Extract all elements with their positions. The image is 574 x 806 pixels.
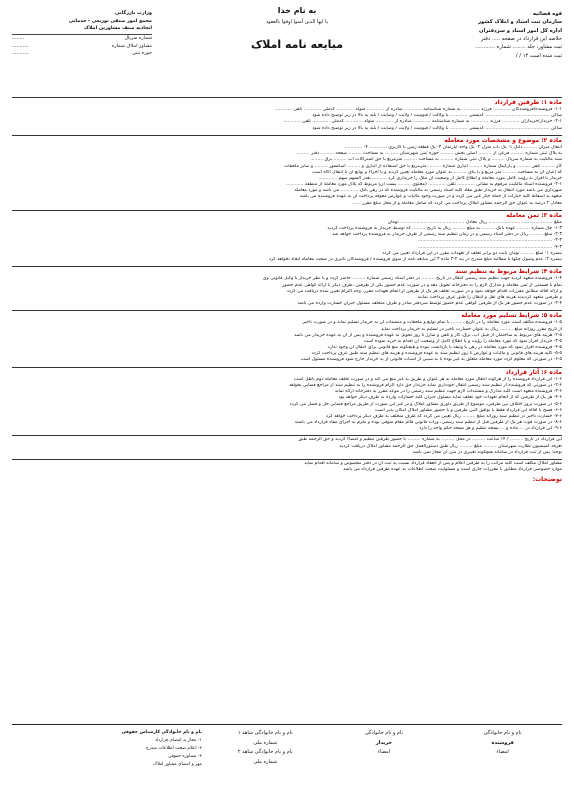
contract-line[interactable]: ۲-۶- در صورتی که فروشنده از تنظیم سند رسمی انتقال خودداری نماید خریدار حق دارد الزام فروشنده را به تنظیم سند از مراجع قضایی بخواهد — [288, 382, 562, 388]
summary-page-line: خلاصه این قرارداد در صفحه ..... دفتر — [480, 35, 562, 42]
contract-line[interactable]: ۲-۱- خریدار/خریداران ............ فرزند ............ به شماره شناسنامه ............ صادره از ............ متولد ............ کدملی ............ تلفن ............ — [283, 119, 562, 125]
notes-label: توضیحات: — [532, 476, 562, 484]
contract-line[interactable]: از تاریخ مقرر روزانه مبلغ ......... ریال به عنوان خسارت تأخیر در تسلیم به خریدار پرداخت نماید — [380, 326, 562, 332]
contract-line[interactable]: تبصره ۱: مبلغ ......... تومان بابت دو برابر تخلف از تعهدات مقرر در این قرارداد تعیین می گردد — [382, 250, 562, 256]
contract-line[interactable]: خریدار با اقرار به رؤیت کامل مورد معامله و اطلاع کامل از وضعیت آن ملک را خریداری کرد .......... بقدر السهم سهم ............. — [318, 175, 562, 181]
union-label: اتحادیه صنف مشاورین املاک — [84, 26, 152, 32]
contract-line[interactable]: تمام یا قسمتی از ثمن معامله و مدارک لازم را به دفترخانه تحویل دهد و در صورت عدم حضور یکی از طرفین، طرف دیگر با ارائه گواهی عدم حضور — [281, 282, 562, 288]
verse: یا ایها الذین آمنوا اوفوا بالعقود — [265, 18, 329, 25]
contract-line[interactable]: ۹-۶- این قرارداد در ... ماده و ... نسخه تنظیم و هر نسخه حکم واحد را دارد — [419, 426, 562, 432]
contract-line[interactable]: توجه: پس از ثبت قرارداد در سامانه هیچگونه تغییری در متن آن مجاز نمی باشد — [412, 449, 562, 455]
contract-line[interactable]: ۱-۴- فروشنده متعهد گردید جهت تنظیم سند رسمی انتقال در تاریخ ......... در دفتر اسناد رسمی شماره ......... حاضر گردد و با نظر خریدار یا وکیل قانونی وی — [262, 276, 562, 282]
buyer-signature[interactable]: نام و نام خانوادگی خریدار امضاء — [364, 730, 403, 755]
section-6 — [12, 367, 562, 433]
contract-line[interactable]: مشاور املاک مکلف است کلیه مراتب را به طرفین اعلام و پس از انعقاد قرارداد نسبت به ثبت آن در دفتر مخصوص و سامانه اقدام نماید — [304, 461, 562, 466]
seller-signature[interactable]: نام و نام خانوادگی فروشنده امضاء — [483, 730, 522, 755]
contract-line[interactable]: ۱-۵- فروشنده مکلف است مورد معامله را در تاریخ ......... با تمام توابع و ملحقات و منضمات آن به خریدار تسلیم نماید و در صورت تأخیر — [302, 320, 562, 326]
signatures-area — [12, 724, 562, 796]
agency-number-field[interactable]: مشاور املاک شماره ........... — [12, 43, 152, 49]
contract-line[interactable]: ساکن ............................................ کدپستی ............ با وکالت / قیومیت / ولایت / وصایت / بلند به بالا در زیر توضیح داده شود — [312, 113, 562, 119]
contract-line[interactable]: ۸-۶- در صورت فوت هر یک از طرفین قبل از تنظیم سند رسمی، وراث قانونی قائم مقام متوفی بوده و ملزم به اجرای مفاد قرارداد می باشند — [294, 420, 562, 426]
contract-line[interactable]: ۵-۶- در صورت بروز اختلاف بین طرفین، موضوع از طریق داوری مشاور املاک و در غیر این صورت از طریق مراجع قضایی حل و فصل می گردد — [289, 401, 562, 407]
contract-line[interactable]: ۲-۳- مبلغ ......... ریال در دفتر اسناد رسمی و در زمان تنظیم سند رسمی از طرف خریدار به فروشنده پرداخت خواهد شد — [332, 232, 562, 238]
legal-expert-signature[interactable]: نام و نام خانوادگی کارشناس حقوقی ۱- مجاز به امضای قرارداد ۲- اعلام صحت اطلاعات مندرج ۳- مشاوره حقوقی مهر و امضای مشاور املاک — [121, 730, 202, 767]
contract-line[interactable]: ۷-۶- خسارت تأخیر در تنظیم سند روزانه مبلغ ......... ریال تعیین می گردد که طرف متخلف به طرف دیگر پرداخت خواهد کرد — [325, 413, 562, 419]
registration-org-label: سازمان ثبت اسناد و املاک کشور — [478, 19, 562, 26]
contract-line[interactable]: و طرفین متعهد گردیدند هزینه های نقل و انتقال را طبق عرف پرداخت نمایند — [417, 294, 562, 300]
guild-assembly-label: مجمع امور صنفی توزیعی - خدماتی — [68, 18, 152, 24]
section-4 — [12, 266, 562, 307]
section-title: ماده ۱: طرفین قرارداد — [12, 97, 562, 107]
contract-line[interactable]: ۴-۳- ............................................................................................ — [417, 244, 562, 250]
judiciary-label: قوه قضائیه — [532, 11, 562, 17]
contract-line[interactable]: ۲-۵- هزینه های مربوط به ساختمان از قبیل آب، برق، گاز و تلفن و شارژ تا روز تحویل به عهده فروشنده و پس از آن به عهده خریدار می باشد — [294, 332, 562, 338]
contract-body — [12, 97, 562, 484]
witness-signatures[interactable]: نام و نام خانوادگی شاهد ۱ شماره ملی نام و نام خانوادگی شاهد ۲ شماره ملی — [237, 730, 293, 765]
section-2 — [12, 135, 562, 207]
contract-line[interactable]: ۱-۶- این قرارداد فروشنده را از هرگونه انتقال مورد معامله به هر عنوان و طریق به غیر منع می کند و در صورت تخلف معامله دوم باطل است — [293, 376, 562, 382]
contract-line[interactable]: شهرداری می باشد مورد انتقال به خریدار طبق مفاد کلیه اسناد رسمی به مالکیت فروشنده که در رهن بانک ............ می باشد و مورد معامله — [294, 188, 562, 194]
serial-number-field[interactable]: شماره سریال ........ — [12, 36, 152, 42]
contract-line[interactable]: ۱-۳- چک شماره ......... عهده بانک ......... به مبلغ ......... ریال به تاریخ ......... که توسط خریدار به فروشنده پرداخت گردید — [327, 226, 562, 232]
contract-line[interactable]: ۲-۴- در صورت عدم حضور هر یک از طرفین گواهی عدم حضور توسط سردفتر صادر و طرف متخلف مسئول جبران خسارت وارده می باشد — [297, 301, 562, 307]
contract-line[interactable]: ۱-۱- فروشنده/فروشندگان ............ فرزند ............ به شماره شناسنامه ............ صادره از ............ متولد ............ کدملی ............ تلفن ............ — [274, 107, 562, 113]
contract-line[interactable]: ساکن ............................................ کدپستی ............ با وکالت / قیومیت / ولایت / وصایت / بلند به بالا در زیر توضیح داده شود — [312, 125, 562, 131]
contract-line[interactable]: گاز ......... تلفن ......... و پارکینگ شماره ......... انباری شماره ......... مترمربع با حق استفاده از انباری و ......... آسانسور ......... و سایر ملحقات — [283, 163, 562, 169]
section-title: ماده ۳: ثمن معامله — [12, 210, 562, 220]
section-title: ماده ۴: شرایط مربوط به تنظیم سند — [12, 266, 562, 276]
contract-line[interactable]: انتقال میزان ......... دانگ ۱- یک باب منزل ۲- یک واحد آپارتمان ۳- یک قطعه زمین با کاربری ............ ۴- ............ — [344, 144, 562, 150]
contract-line[interactable]: ۵-۵- کلیه هزینه های قانونی و مالیات و عوارض تا روز تنظیم سند به عهده فروشنده و هزینه های تنظیم سند طبق عرف پرداخت گردد — [311, 351, 562, 357]
section-title: ماده ۲: موضوع و مشخصات مورد معامله — [12, 135, 562, 145]
contract-line[interactable]: تعرفه کمیسیون نظارت شهرستان ......... مبلغ ......... ریال طبق دستورالعمل حق الزحمه مشاور املاک دریافت گردید — [339, 443, 562, 449]
registry-zone-field[interactable]: حوزه ثبتی ........... — [12, 51, 152, 57]
section-7 — [12, 435, 562, 456]
contract-line[interactable]: ۶-۶- فسخ یا اقاله این قرارداد فقط با توافق کتبی طرفین و با حضور مشاور املاک امکان پذیر است — [375, 407, 562, 413]
contract-line[interactable]: ۶-۵- در صورتی که معلوم گردد مورد معامله متعلق به غیر بوده یا به سببی از اسباب قانونی از ید خریدار خارج شود فروشنده مسئول است — [300, 357, 562, 363]
contract-line[interactable]: ۳-۶- فروشنده متعهد است کلیه مدارک و مستندات لازم جهت تنظیم سند رسمی را در موعد مقرر به دفترخانه ارائه نماید — [334, 389, 562, 395]
section-5 — [12, 310, 562, 363]
header — [12, 6, 562, 94]
section-title: ماده ۶: آثار قرارداد — [12, 367, 562, 377]
contract-line[interactable]: ۳-۳- ............................................................................................ — [417, 238, 562, 244]
contract-line[interactable]: سند مالکیت به شماره سریال ......... و پلاک ثبتی شماره ......... به مساحت ......... مترمربع با حق اشتراکات آب ......... برق ......... — [310, 157, 562, 163]
contract-line[interactable]: این قرارداد در تاریخ ......... / ۱۴ ساعت ......... در محل ......... به شماره ......... با حضور طرفین تنظیم و امضاء گردید و حق الزحمه طبق — [298, 437, 562, 443]
contract-line[interactable]: به پلاک ثبتی شماره ......... فرعی از ......... اصلی بخش ......... حوزه ثبتی شهرستان ......... به مساحت ......... صفحه ......... دفتر ......... — [296, 151, 562, 157]
contract-line[interactable]: مبلغ ............................................ ریال معادل ............................................ تومان — [387, 219, 562, 225]
contract-line[interactable]: ۳-۵- خریدار اقرار نمود که مورد معامله را رؤیت و با اطلاع کامل از وضعیت آن اقدام به خرید نموده است — [363, 338, 562, 344]
ministry-label: وزارت بازرگانی — [114, 11, 152, 16]
section-3 — [12, 210, 562, 263]
section-1 — [12, 97, 562, 132]
section-8 — [12, 459, 562, 473]
contract-line[interactable]: ۲-۱- فروشنده اسناد مالکیت مرقوم به نشانی ............ تلفن ............ (محتوی ......... پست آن) مربوط که پلاک مورد معامله از منطقه ............ — [285, 182, 562, 188]
header-ministry-block — [12, 10, 152, 58]
contract-line[interactable]: تبصره ۲: عدم وصول چکها یا مطالبه مبلغ مندرج در بند ۲-۳ ماده ۳ این مبایعه نامه از سوی فروشنده / فروشندگان تأثیری در صحت معامله ایجاد نخواهد کرد — [268, 257, 562, 263]
document-title: مبایعه نامه املاک — [250, 37, 344, 51]
contract-line[interactable]: متعهد به اسقاط کلیه خیارات از جمله خیار غبن می گردد و در صورت وجود مالیات و عوارض معوقه پرداخت آن به عهده فروشنده می باشد — [299, 194, 562, 200]
section-title: ماده ۵: شرایط تسلیم مورد معامله — [12, 310, 562, 320]
contract-line[interactable]: که اعیان آن به مساحت ......... متر مربع و با بنای ......... به عنوان مورد معامله تعیین گردید و با اجزاء و توابع آن با انتقال آگاه است — [312, 169, 562, 175]
header-title-block — [202, 6, 392, 52]
contract-line[interactable]: موارد خصوصی قرارداد مطابق با مقررات جاری است و مسئولیت صحت اطلاعات به عهده طرفین قرارداد می باشد — [343, 467, 562, 473]
contract-line[interactable]: ۴-۶- هر یک از طرفین که از انجام تعهدات خود تخلف نماید مسئول جبران کلیه خسارات وارده به طرف دیگر خواهد بود — [338, 395, 562, 401]
registry-volume-line: ثبت مشاور، جلد ........ شماره ............ — [475, 44, 562, 51]
documents-dept-label: اداره کل امور اسناد و سردفتران — [479, 27, 562, 34]
contract-line[interactable]: و ارائه اقاله مطابق مقررات اقدام خواهد نمود و در صورت تخلف هر یک از طرفین از انجام تعهدات مقرر، وجه التزام تعیین شده دریافت می گردد — [286, 288, 562, 294]
registered-date-line: ثبت شده است ۱۴ / / — [515, 52, 562, 59]
contract-line[interactable]: معادل ۲ درصد به عنوان حق الزحمه مشاور املاک پرداخت می گردد که شامل معامله و از محل مبلغ مقرر ...... — [351, 200, 562, 206]
header-judiciary-block — [412, 10, 562, 60]
bismillah: به نام خدا — [277, 6, 317, 15]
contract-line[interactable]: ۴-۵- فروشنده اقرار نمود که مورد معامله در رهن یا وثیقه یا بازداشت نبوده و هیچگونه منع قانونی برای انتقال آن وجود ندارد — [327, 345, 562, 351]
